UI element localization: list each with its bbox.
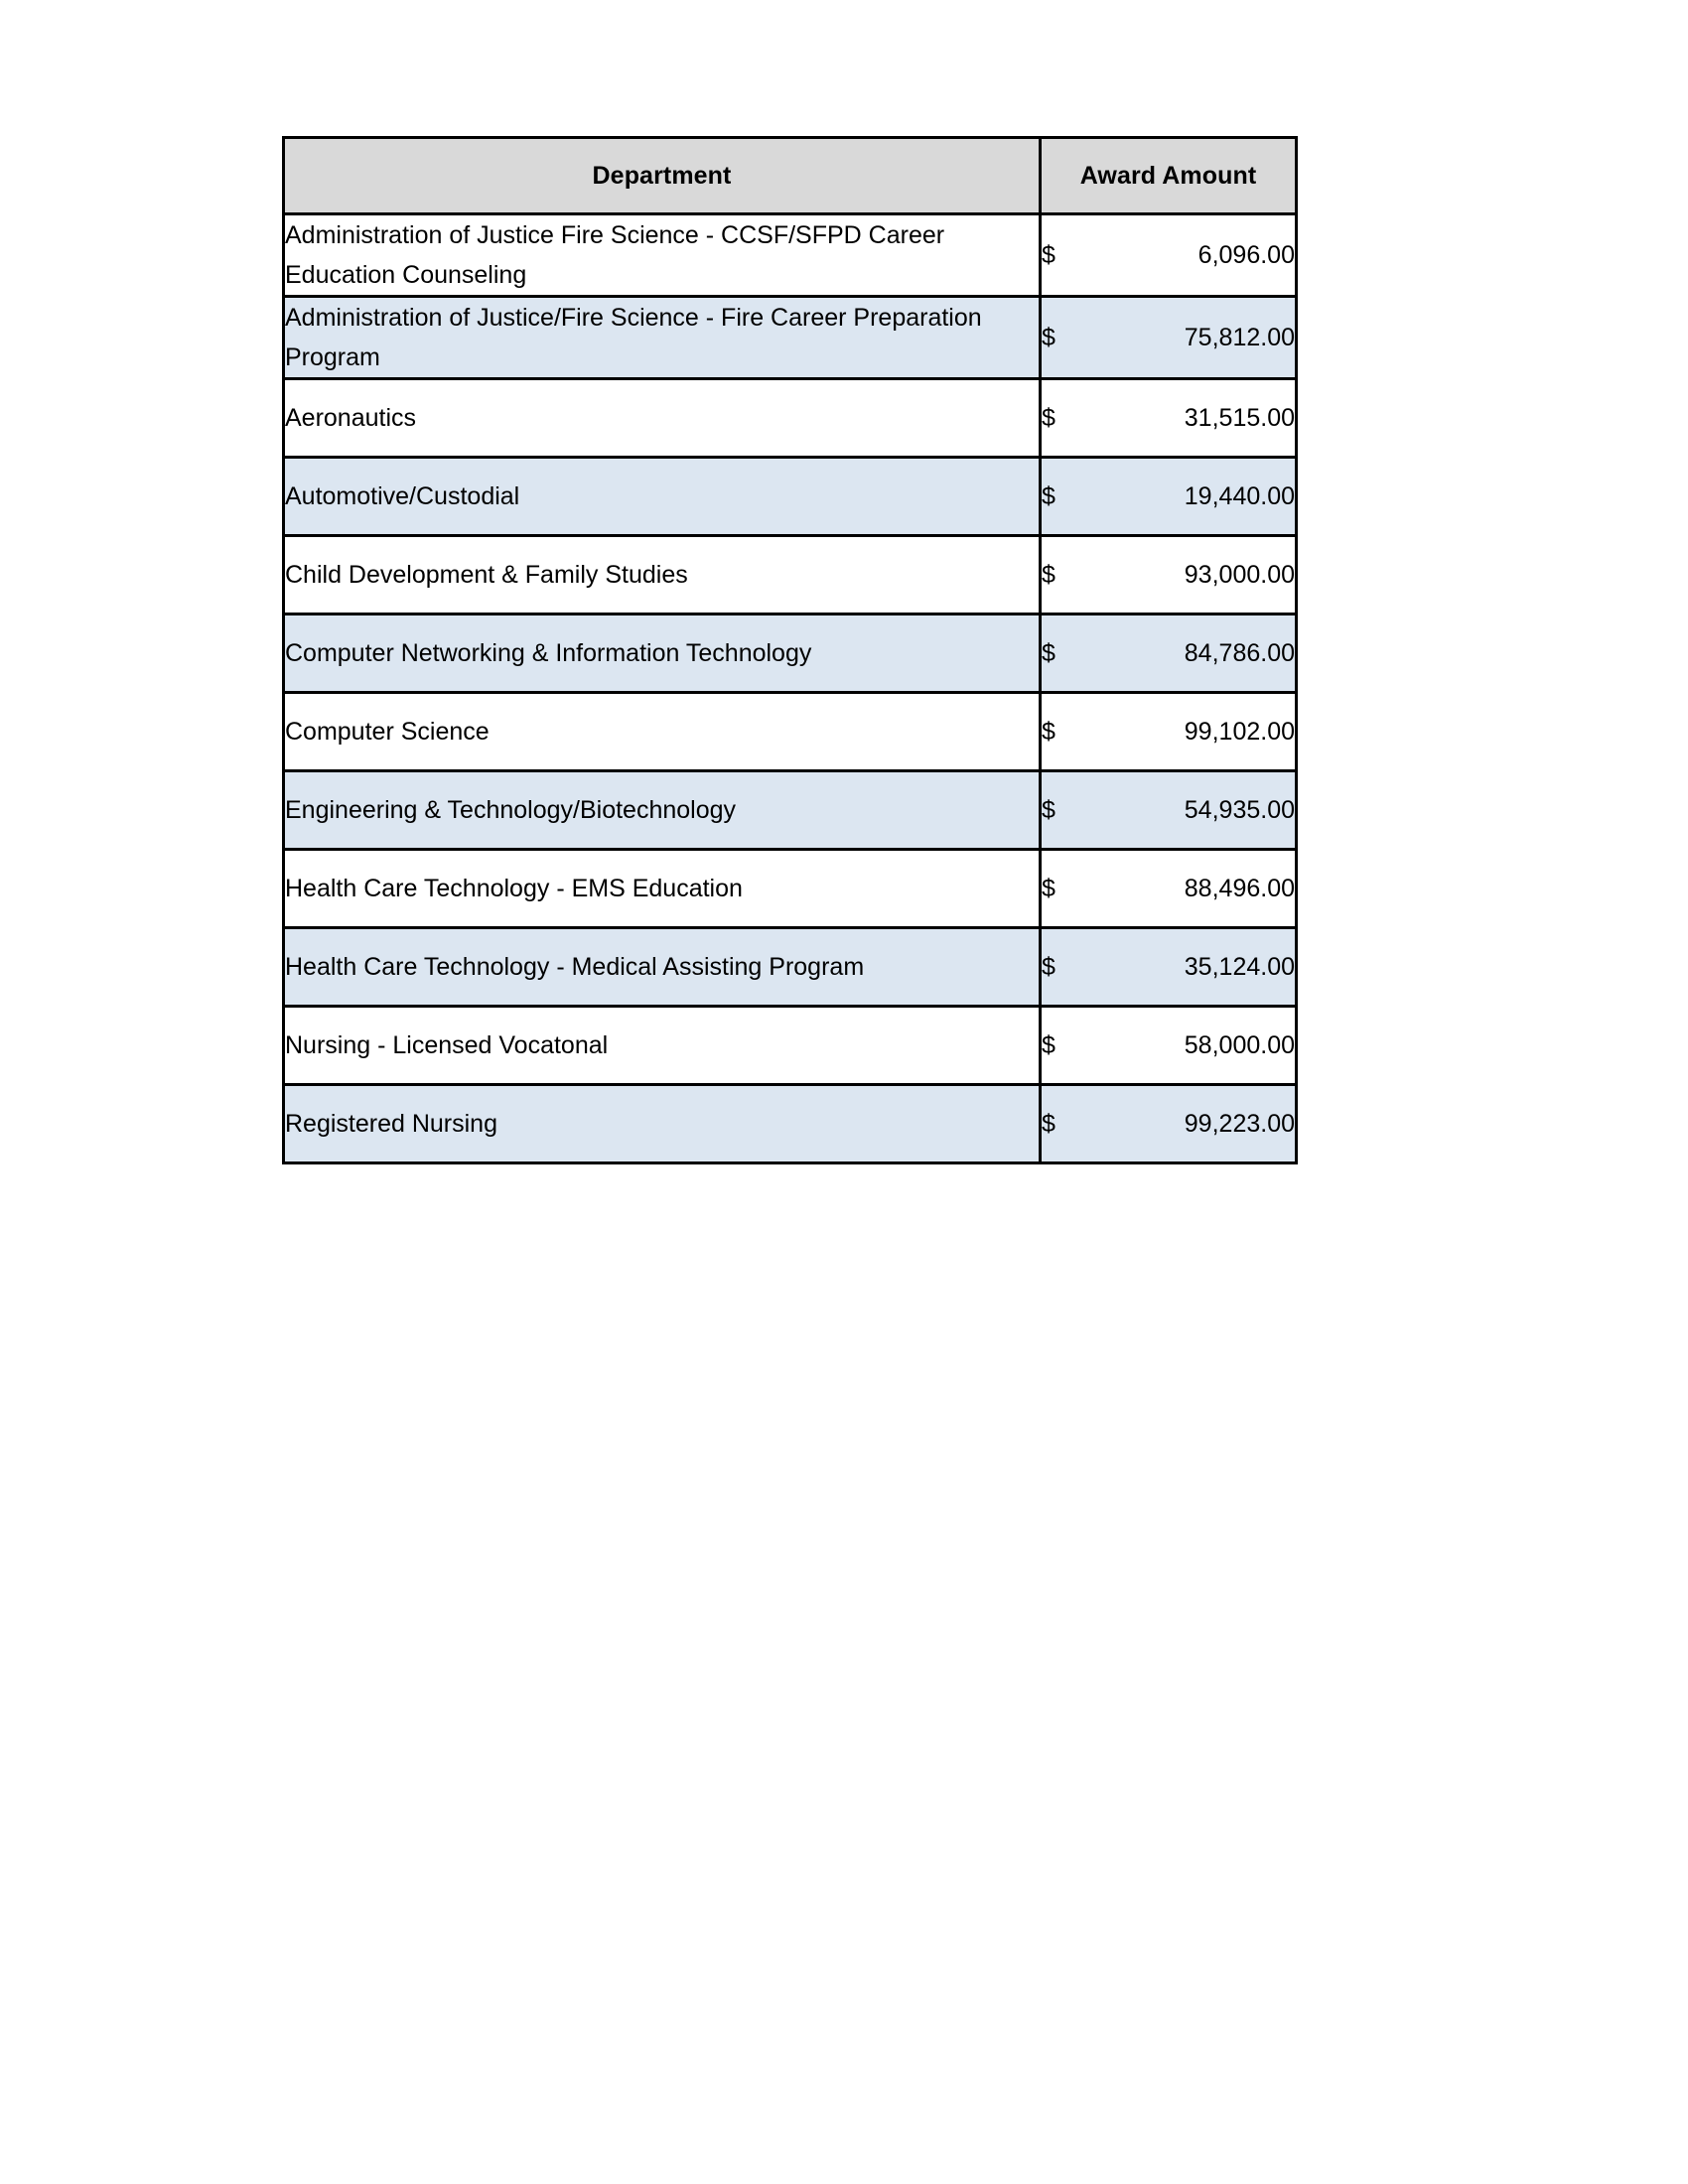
cell-award-amount: [1041, 928, 1297, 1007]
cell-department: [284, 458, 1041, 536]
department-label: Administration of Justice/Fire Science - Fire Career Preparation Program: [285, 304, 982, 371]
column-header-department: Department: [284, 138, 1041, 214]
currency-symbol: $: [1042, 240, 1055, 269]
department-label: Registered Nursing: [285, 1110, 497, 1138]
currency-symbol: $: [1042, 323, 1055, 351]
amount-value: 35,124.00: [1184, 952, 1295, 981]
amount-line: [1042, 561, 1295, 590]
department-label: Engineering & Technology/Biotechnology: [285, 796, 737, 824]
currency-symbol: $: [1042, 1030, 1055, 1059]
cell-award-amount: [1041, 614, 1297, 693]
table-row: [284, 928, 1297, 1007]
cell-department: [284, 1085, 1041, 1163]
table-row: [284, 536, 1297, 614]
currency-symbol: $: [1042, 403, 1055, 432]
amount-line: [1042, 639, 1295, 668]
currency-symbol: $: [1042, 874, 1055, 902]
cell-department: [284, 928, 1041, 1007]
amount-line: [1042, 1031, 1295, 1060]
cell-department: [284, 379, 1041, 458]
amount-line: [1042, 324, 1295, 352]
column-header-award-amount: Award Amount: [1041, 138, 1297, 214]
currency-symbol: $: [1042, 952, 1055, 981]
amount-value: 31,515.00: [1184, 403, 1295, 432]
amount-value: 84,786.00: [1184, 638, 1295, 667]
currency-symbol: $: [1042, 481, 1055, 510]
amount-line: [1042, 796, 1295, 825]
table-header: [284, 138, 1297, 214]
amount-line: [1042, 482, 1295, 511]
cell-award-amount: [1041, 297, 1297, 379]
department-label: Computer Science: [285, 718, 490, 746]
amount-value: 88,496.00: [1184, 874, 1295, 902]
cell-department: [284, 214, 1041, 297]
currency-symbol: $: [1042, 638, 1055, 667]
cell-department: [284, 1007, 1041, 1085]
table-row: [284, 850, 1297, 928]
amount-line: [1042, 241, 1295, 270]
amount-line: [1042, 718, 1295, 747]
award-table-container: [282, 136, 1295, 1164]
amount-value: 58,000.00: [1184, 1030, 1295, 1059]
department-label: Administration of Justice Fire Science - CCSF/SFPD Career Education Counseling: [285, 221, 945, 289]
cell-award-amount: [1041, 379, 1297, 458]
amount-value: 19,440.00: [1184, 481, 1295, 510]
table-body: [284, 214, 1297, 1163]
cell-award-amount: [1041, 458, 1297, 536]
cell-department: [284, 297, 1041, 379]
cell-department: [284, 771, 1041, 850]
cell-award-amount: [1041, 1085, 1297, 1163]
table-header-row: [284, 138, 1297, 214]
department-label: Health Care Technology - Medical Assisting Program: [285, 953, 865, 981]
department-label: Computer Networking & Information Technology: [285, 639, 812, 667]
table-row: [284, 1085, 1297, 1163]
amount-line: [1042, 953, 1295, 982]
currency-symbol: $: [1042, 795, 1055, 824]
amount-value: 99,102.00: [1184, 717, 1295, 746]
table-row: [284, 614, 1297, 693]
cell-award-amount: [1041, 1007, 1297, 1085]
cell-department: [284, 536, 1041, 614]
table-row: [284, 297, 1297, 379]
cell-award-amount: [1041, 850, 1297, 928]
amount-value: 54,935.00: [1184, 795, 1295, 824]
amount-line: [1042, 875, 1295, 903]
amount-value: 6,096.00: [1197, 240, 1295, 269]
table-row: [284, 458, 1297, 536]
cell-department: [284, 614, 1041, 693]
amount-line: [1042, 404, 1295, 433]
amount-line: [1042, 1110, 1295, 1139]
currency-symbol: $: [1042, 560, 1055, 589]
department-award-amount-table: [282, 136, 1298, 1164]
currency-symbol: $: [1042, 717, 1055, 746]
amount-value: 75,812.00: [1184, 323, 1295, 351]
department-label: Health Care Technology - EMS Education: [285, 875, 743, 902]
amount-value: 99,223.00: [1184, 1109, 1295, 1138]
department-label: Child Development & Family Studies: [285, 561, 688, 589]
table-row: [284, 214, 1297, 297]
department-label: Nursing - Licensed Vocatonal: [285, 1031, 609, 1059]
cell-award-amount: [1041, 693, 1297, 771]
amount-value: 93,000.00: [1184, 560, 1295, 589]
cell-department: [284, 693, 1041, 771]
cell-award-amount: [1041, 771, 1297, 850]
cell-award-amount: [1041, 214, 1297, 297]
table-row: [284, 693, 1297, 771]
department-label: Aeronautics: [285, 404, 417, 432]
table-row: [284, 771, 1297, 850]
table-row: [284, 379, 1297, 458]
department-label: Automotive/Custodial: [285, 482, 520, 510]
currency-symbol: $: [1042, 1109, 1055, 1138]
cell-award-amount: [1041, 536, 1297, 614]
table-row: [284, 1007, 1297, 1085]
cell-department: [284, 850, 1041, 928]
